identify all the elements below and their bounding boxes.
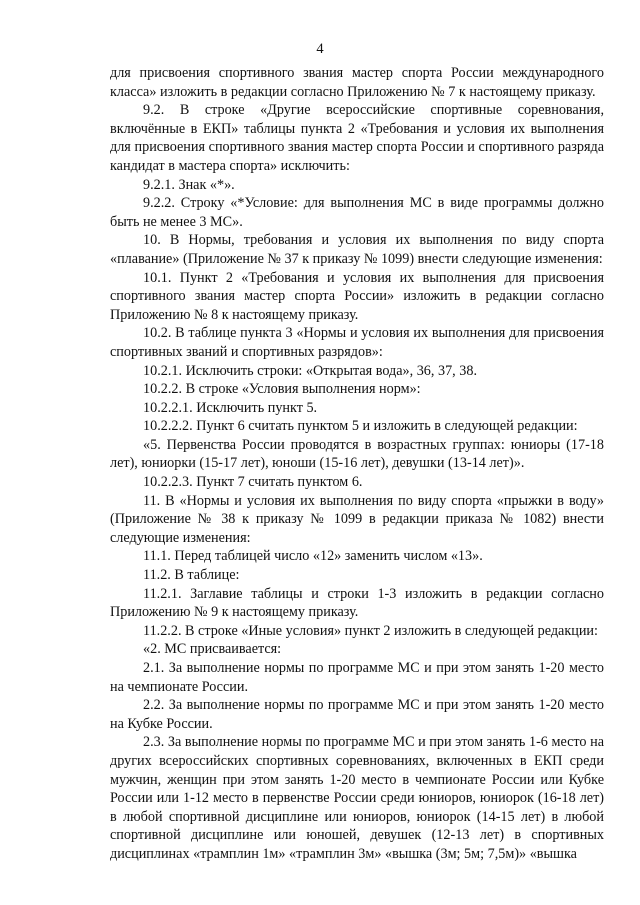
paragraph: 10.2.2.3. Пункт 7 считать пунктом 6. bbox=[143, 474, 363, 491]
paragraph: 11. В «Нормы и условия их выполнения по виду спорта «прыжки в воду» (Приложение № 38 к приказу № 1099 в редакции приказа № 1082) внести следующие изменения: bbox=[110, 492, 604, 546]
paragraph: 11.2.2. В строке «Иные условия» пункт 2 изложить в следующей редакции: bbox=[143, 622, 598, 639]
paragraph: 10.2.2.1. Исключить пункт 5. bbox=[143, 399, 318, 416]
paragraph: 10.1. Пункт 2 «Требования и условия их выполнения для присвоения спортивного звания мастер спорта России» изложить в редакции согласно Приложению № 8 к настоящему приказу. bbox=[110, 269, 604, 323]
paragraph: «5. Первенства России проводятся в возрастных группах: юниоры (17-18 лет), юниорки (15-17 лет), юноши (15-16 лет), девушки (13-14 лет)». bbox=[110, 436, 604, 472]
paragraph: 11.1. Перед таблицей число «12» заменить числом «13». bbox=[143, 548, 483, 565]
paragraph: «2. МС присваивается: bbox=[143, 641, 282, 658]
paragraph: 9.2.1. Знак «*». bbox=[143, 176, 235, 193]
paragraph: 10.2. В таблице пункта 3 «Нормы и условия их выполнения для присвоения спортивных званий и спортивных разрядов»: bbox=[110, 325, 604, 360]
paragraph: 10.2.2. В строке «Условия выполнения норм»: bbox=[143, 381, 421, 398]
paragraph: для присвоения спортивного звания мастер спорта России международного класса» изложить в редакции согласно Приложению № 7 к настоящему приказу. bbox=[110, 65, 604, 100]
page-number: 4 bbox=[316, 41, 324, 57]
paragraph: 9.2.2. Строку «*Условие: для выполнения МС в виде программы должно быть не менее 3 МС». bbox=[110, 195, 604, 230]
paragraph: 2.2. За выполнение нормы по программе МС и при этом занять 1-20 место на Кубке России. bbox=[110, 697, 604, 732]
paragraph: 2.3. За выполнение нормы по программе МС и при этом занять 1-6 место на других всероссийских спортивных соревнованиях, включенных в ЕКП среди мужчин, женщин при этом занять 1-20 место в чемпионате России или Кубке России или 1-12 место в первенстве России среди юниоров, юниорок (16-18 лет) в любой спортивной дисциплине или юниоров, юниорок (14-15 лет) в любой спортивной дисциплине или юношей, девушек (12-13 лет) в спортивных дисциплинах «трамплин 1м» «трамплин 3м» «вышка (3м; 5м; 7,5м)» «вышка bbox=[110, 734, 604, 862]
document-body bbox=[110, 64, 604, 864]
paragraph: 2.1. За выполнение нормы по программе МС и при этом занять 1-20 место на чемпионате России. bbox=[110, 660, 604, 695]
paragraph: 10.2.2.2. Пункт 6 считать пунктом 5 и изложить в следующей редакции: bbox=[143, 418, 578, 435]
paragraph: 11.2. В таблице: bbox=[143, 567, 240, 584]
paragraph: 10. В Нормы, требования и условия их выполнения по виду спорта «плавание» (Приложение № 37 к приказу № 1099) внести следующие изменения: bbox=[110, 232, 604, 267]
paragraph: 10.2.1. Исключить строки: «Открытая вода», 36, 37, 38. bbox=[143, 362, 478, 379]
paragraph: 9.2. В строке «Другие всероссийские спортивные соревнования, включённые в ЕКП» таблицы пункта 2 «Требования и условия их выполнения для присвоения спортивного звания мастер спорта России и спортивного разряда кандидат в мастера спорта» исключить: bbox=[110, 102, 604, 174]
paragraph: 11.2.1. Заглавие таблицы и строки 1-3 изложить в редакции согласно Приложению № 9 к настоящему приказу. bbox=[110, 585, 604, 621]
